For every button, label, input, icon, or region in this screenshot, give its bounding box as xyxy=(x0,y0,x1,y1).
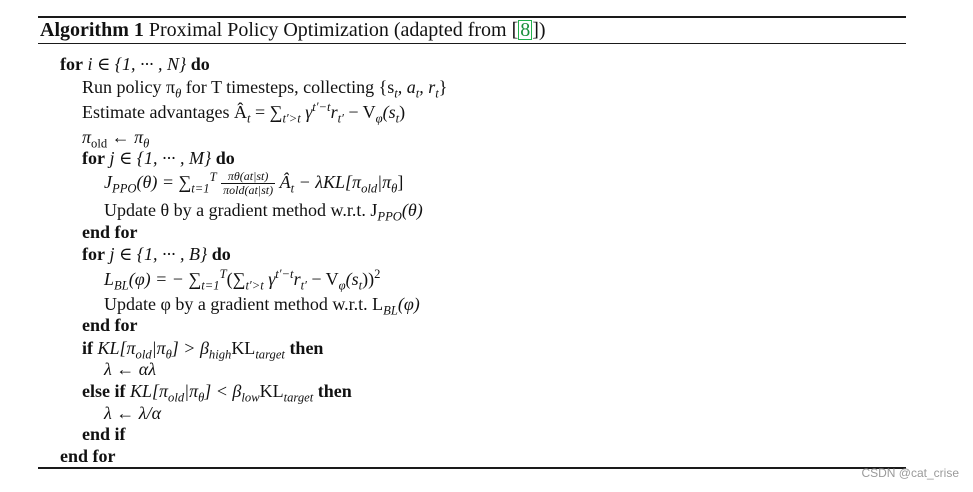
range-expression: i ∈ {1, ··· , N} xyxy=(82,54,191,74)
lbl-symbol: L xyxy=(104,269,115,289)
keyword-if: if xyxy=(82,338,93,358)
algo-line-run-policy: Run policy $\pi_\theta$ for T timesteps, collecting {$s_t$, $a_t$, $r_t$} xyxy=(82,77,448,101)
ratio-fraction xyxy=(221,170,275,197)
range-expression: j ∈ {1, ··· , M} xyxy=(104,148,216,168)
algo-line-lambda-mul: λ ← αλ xyxy=(104,359,157,379)
update-phi-end: (φ) xyxy=(397,294,420,314)
algorithm-bottom-rule xyxy=(38,467,906,469)
pi-symbol: π xyxy=(82,127,92,147)
ratio-numerator: πθ(at|st) xyxy=(221,170,275,184)
ratio-denominator: πold(at|st) xyxy=(223,183,274,198)
keyword-else-if: else if xyxy=(82,381,126,401)
algo-line-update-phi: Update φ by a gradient method w.r.t. $L_{BL}(\varphi)$ xyxy=(104,294,420,318)
algo-line-pi-old: $\pi_{old}$ ← $\pi_\theta$ xyxy=(82,127,150,151)
lbl-end: (s xyxy=(345,269,359,289)
estimate-text: Estimate advantages Â xyxy=(82,102,247,122)
lbl-sum: (φ) = − ∑ xyxy=(128,269,202,289)
pi-old-subscript: old xyxy=(91,136,108,151)
algorithm-label: Algorithm 1 xyxy=(40,19,144,41)
algo-line-for-outer xyxy=(60,53,210,75)
keyword-do: do xyxy=(190,54,210,74)
update-phi-text: Update φ by a gradient method w.r.t. L xyxy=(104,294,384,314)
algo-line-end-for-1: end for xyxy=(82,222,138,242)
kl-symbol: KL xyxy=(259,381,284,401)
estimate-sum: = ∑ xyxy=(250,102,283,122)
keyword-then: then xyxy=(313,381,352,401)
run-policy-tail: } xyxy=(438,77,448,97)
jppo-subscript: PPO xyxy=(112,181,137,196)
algo-line-if: if $KL[\pi_{old}|\pi_\theta] > \beta_{high}KL_{target}$ then xyxy=(82,338,324,362)
csdn-watermark: CSDN @cat_crise xyxy=(861,466,959,480)
kl-close: ] xyxy=(397,172,404,192)
algo-line-end-for-3: end for xyxy=(60,446,116,466)
keyword-then: then xyxy=(284,338,324,358)
algo-line-end-for-2: end for xyxy=(82,315,138,335)
update-theta-text: Update θ by a gradient method w.r.t. J xyxy=(104,200,378,220)
kl-symbol: KL xyxy=(231,338,256,358)
algorithm-title-end: ]) xyxy=(532,19,546,41)
update-theta-end: (θ) xyxy=(401,200,423,220)
algo-line-lbl: $L_{BL}(\varphi)$ = − $\sum_{t=1}^T(\sum_{t'>t}$ $\gamma^{t'-t}r_{t'} - V_\varphi(s_t))^2$ xyxy=(104,267,381,293)
jppo-symbol: J xyxy=(104,172,112,192)
algo-line-jppo: $J_{PPO}(\theta) = \sum_{t=1}^T$ $\frac{\pi\theta(at|st)}{\text{πold(at|st)}}$ $Â_t - \lambda KL[\pi_{old}|\pi_\theta]$ xyxy=(104,169,404,198)
else-less: ] < β xyxy=(204,381,242,401)
if-condition: KL[π xyxy=(93,338,136,358)
else-separator: |π xyxy=(184,381,199,401)
run-policy-rest: for T timesteps, collecting {s xyxy=(181,77,395,97)
else-condition: KL[π xyxy=(125,381,169,401)
keyword-for: for xyxy=(82,148,105,168)
algo-line-lambda-div: λ ← λ/α xyxy=(104,403,162,423)
algo-line-else-if: else if $KL[\pi_{old}|\pi_\theta] < \beta_{low}KL_{target}$ then xyxy=(82,381,352,405)
kl-separator: |π xyxy=(377,172,392,192)
keyword-for: for xyxy=(60,54,83,74)
algo-line-for-j-b xyxy=(82,243,231,265)
lbl-inner-sum: (∑ xyxy=(226,269,246,289)
subscript: θ xyxy=(175,86,182,101)
keyword-for: for xyxy=(82,244,105,264)
algorithm-title: Proximal Policy Optimization (adapted from [ xyxy=(148,19,519,41)
range-expression: j ∈ {1, ··· , B} xyxy=(104,244,212,264)
if-greater: ] > β xyxy=(171,338,209,358)
algo-line-end-if: end if xyxy=(82,424,126,444)
run-policy-text: Run policy π xyxy=(82,77,176,97)
if-separator: |π xyxy=(151,338,166,358)
lbl-subscript: BL xyxy=(114,278,129,293)
kl-penalty: − λKL[π xyxy=(294,172,362,192)
lbl-close: )) xyxy=(362,269,375,289)
keyword-do: do xyxy=(215,148,235,168)
estimate-tail: − V xyxy=(343,102,376,122)
jppo-sum: (θ) = ∑ xyxy=(136,172,192,192)
advantage-symbol: Â xyxy=(275,172,291,192)
lbl-tail: − V xyxy=(306,269,339,289)
assign-arrow: ← π xyxy=(107,127,144,147)
algo-line-estimate: Estimate advantages $Â_t = \sum_{t'>t}$ $\gamma^{t'-t}r_{t'} - V_\varphi(s_t)$ xyxy=(82,100,406,126)
citation-link[interactable]: 8 xyxy=(520,19,531,41)
algo-line-update-theta: Update θ by a gradient method w.r.t. $J_{PPO}(\theta)$ xyxy=(104,200,423,224)
keyword-do: do xyxy=(211,244,231,264)
algo-line-for-j-m xyxy=(82,147,235,169)
